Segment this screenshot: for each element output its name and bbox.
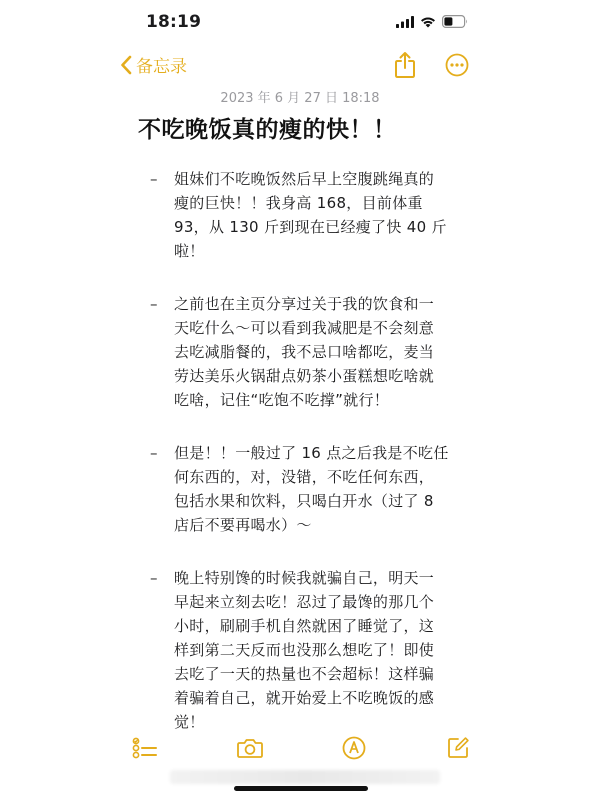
- bullet-line: 样到第二天反而也没那么想吃了！即使: [174, 641, 435, 659]
- note-bullet: [150, 167, 460, 263]
- blurred-background-text: [170, 770, 440, 784]
- nav-bar: [0, 46, 600, 86]
- cellular-signal-icon: [396, 13, 414, 32]
- bullet-line: 小时，刷刷手机自然就困了睡觉了，这: [174, 617, 435, 635]
- bullet-text: [174, 292, 434, 412]
- compose-button[interactable]: [446, 736, 470, 764]
- bullet-dash: –: [150, 170, 158, 188]
- bullet-text: [174, 441, 449, 537]
- bullet-line: 包括水果和饮料，只喝白开水（过了 8: [174, 492, 434, 510]
- bullet-text: [174, 566, 434, 734]
- checklist-icon: [132, 745, 158, 764]
- status-icons: [396, 13, 468, 32]
- note-title[interactable]: 不吃晚饭真的瘦的快！！: [138, 117, 397, 143]
- bullet-text: [174, 167, 447, 263]
- bullet-line: 劳达美乐火锅甜点奶茶小蛋糕想吃啥就: [174, 367, 435, 385]
- bullet-line: 但是！！一般过了 16 点之后我是不吃任: [174, 444, 449, 462]
- bullet-line: 瘦的巨快！！我身高 168，目前体重: [174, 194, 423, 212]
- home-indicator[interactable]: [234, 786, 368, 791]
- bullet-line: 姐妹们不吃晚饭然后早上空腹跳绳真的: [174, 170, 435, 188]
- bullet-line: 店后不要再喝水）～: [174, 516, 312, 534]
- share-icon: [393, 64, 417, 83]
- more-button[interactable]: [445, 53, 469, 81]
- chevron-left-icon: [120, 55, 132, 75]
- wifi-icon: [420, 13, 436, 32]
- battery-icon: [442, 13, 468, 32]
- back-button[interactable]: [120, 52, 187, 77]
- compose-icon: [446, 745, 470, 764]
- bullet-line: 啦！: [174, 242, 205, 260]
- markup-button[interactable]: [342, 736, 366, 764]
- status-time: 18:19: [146, 12, 202, 32]
- note-date: 2023 年 6 月 27 日 18:18: [220, 91, 380, 106]
- bullet-dash: –: [150, 569, 158, 587]
- bullet-line: 去吃了一天的热量也不会超标！这样骗: [174, 665, 435, 683]
- bullet-line: 早起来立刻去吃！忍过了最馋的那几个: [174, 593, 435, 611]
- bullet-line: 吃啥，记住“吃饱不吃撑”就行！: [174, 391, 390, 409]
- bullet-line: 93，从 130 斤到现在已经瘦了快 40 斤: [174, 218, 447, 236]
- bullet-line: 晚上特别馋的时候我就骗自己，明天一: [174, 569, 435, 587]
- camera-button[interactable]: [236, 736, 264, 764]
- bullet-line: 去吃减脂餐的，我不忌口啥都吃，麦当: [174, 343, 435, 361]
- bullet-line: 何东西的，对，没错，不吃任何东西，: [174, 468, 435, 486]
- bullet-line: 天吃什么～可以看到我减肥是不会刻意: [174, 319, 435, 337]
- share-button[interactable]: [393, 51, 417, 83]
- bullet-line: 之前也在主页分享过关于我的饮食和一: [174, 295, 435, 313]
- note-bullet: [150, 292, 460, 412]
- bullet-dash: –: [150, 444, 158, 462]
- status-bar: [0, 0, 600, 46]
- bullet-dash: –: [150, 295, 158, 313]
- note-bullet: [150, 441, 460, 537]
- note-bullet: [150, 566, 460, 734]
- note-body[interactable]: [150, 167, 460, 763]
- back-label: 备忘录: [136, 57, 187, 77]
- more-icon: [445, 62, 469, 81]
- markup-icon: [342, 745, 366, 764]
- camera-icon: [236, 745, 264, 764]
- bullet-line: 着骗着自己，就开始爱上不吃晚饭的感: [174, 689, 435, 707]
- bottom-toolbar: [0, 728, 600, 768]
- bullet-line: 觉！: [174, 713, 205, 731]
- checklist-button[interactable]: [132, 736, 158, 764]
